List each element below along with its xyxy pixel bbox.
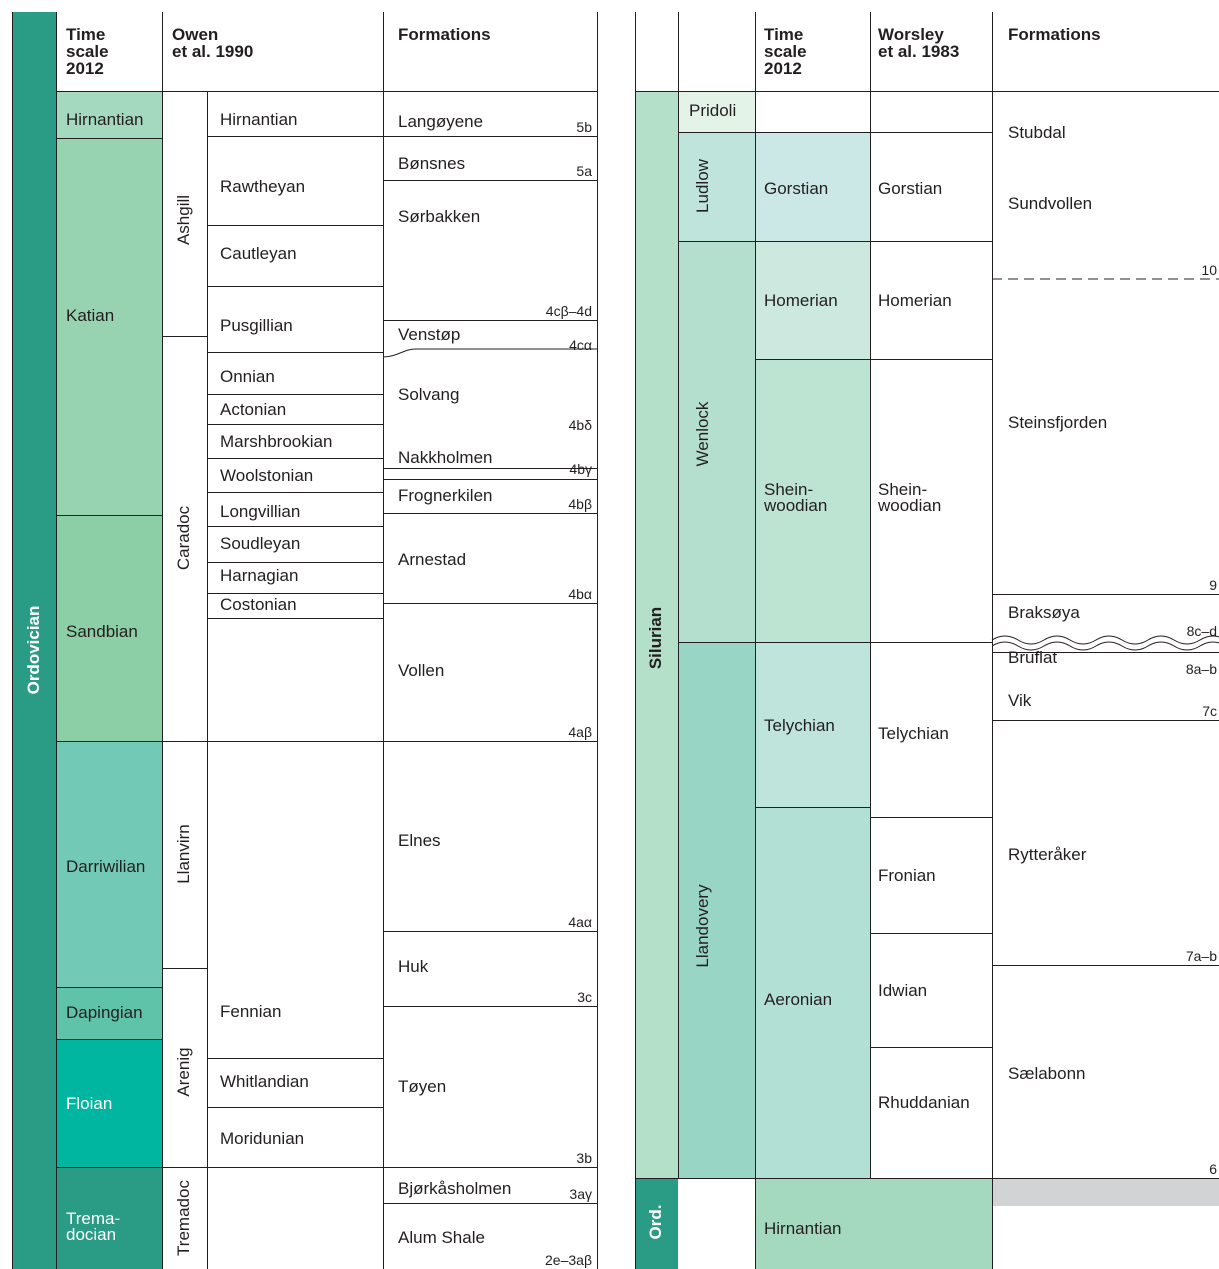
ordovician-panel bbox=[12, 12, 598, 1269]
header-timescale: Time scale 2012 bbox=[66, 25, 109, 78]
substage-label: Cautleyan bbox=[220, 244, 297, 263]
substage-label: Moridunian bbox=[220, 1129, 305, 1148]
worsley-label: Shein- woodian bbox=[878, 480, 942, 515]
series-label: Wenlock bbox=[693, 401, 712, 467]
formation-label: Vik bbox=[1008, 691, 1032, 710]
worsley-label: Fronian bbox=[878, 866, 936, 885]
zone-code: 4bβ bbox=[568, 496, 592, 512]
substage-label: Longvillian bbox=[220, 502, 301, 521]
header-owen: Owen et al. 1990 bbox=[172, 25, 254, 61]
zone-code: 4cβ–4d bbox=[545, 303, 592, 319]
formation-label: Rytteråker bbox=[1008, 845, 1087, 864]
substage-label: Hirnantian bbox=[220, 110, 298, 129]
zone-code: 5b bbox=[576, 119, 592, 135]
substage-label: Harnagian bbox=[220, 566, 299, 585]
series-label: Llanvirn bbox=[174, 824, 193, 884]
stage-label: Telychian bbox=[764, 716, 835, 735]
series-label: Ludlow bbox=[693, 159, 712, 213]
substage-label: Soudleyan bbox=[220, 534, 301, 553]
header-timescale: Time scale 2012 bbox=[764, 25, 807, 78]
substage-label: Costonian bbox=[220, 595, 297, 614]
zone-code: 4bα bbox=[568, 586, 592, 602]
zone-code: 3c bbox=[577, 989, 592, 1005]
formation-label: Huk bbox=[398, 957, 429, 976]
worsley-label: Rhuddanian bbox=[878, 1093, 970, 1112]
formation-label: Bjørkåsholmen bbox=[398, 1179, 512, 1198]
series-label: Caradoc bbox=[174, 505, 193, 571]
stage-label: Dapingian bbox=[66, 1003, 143, 1022]
substage-label: Whitlandian bbox=[220, 1072, 309, 1091]
zone-code: 3aγ bbox=[569, 1186, 592, 1202]
period-label-ord: Ord. bbox=[646, 1204, 665, 1240]
stage-label: Sandbian bbox=[66, 622, 138, 641]
header-worsley: Worsley et al. 1983 bbox=[878, 25, 960, 61]
period-label: Ordovician bbox=[24, 605, 43, 695]
stage-label: Hirnantian bbox=[764, 1219, 842, 1238]
formation-label: Alum Shale bbox=[398, 1228, 485, 1247]
formation-label: Elnes bbox=[398, 831, 441, 850]
substage-label: Woolstonian bbox=[220, 466, 314, 485]
worsley-label: Telychian bbox=[878, 724, 949, 743]
substage-label: Marshbrookian bbox=[220, 432, 333, 451]
silurian-panel bbox=[621, 12, 1219, 1269]
zone-code: 3b bbox=[576, 1150, 592, 1166]
zone-code: 5a bbox=[576, 163, 592, 179]
header-formations: Formations bbox=[1008, 25, 1101, 44]
stage-label: Trema- docian bbox=[66, 1209, 121, 1244]
zone-code: 4aα bbox=[568, 914, 592, 930]
substage-label: Onnian bbox=[220, 367, 275, 386]
zone-code: 6 bbox=[1209, 1161, 1217, 1177]
formation-label: Braksøya bbox=[1008, 603, 1080, 622]
substage-label: Rawtheyan bbox=[220, 177, 306, 196]
zone-code: 10 bbox=[1201, 262, 1217, 278]
series-label: Ashgill bbox=[174, 194, 193, 246]
stage-label: Darriwilian bbox=[66, 857, 146, 876]
substage-label: Actonian bbox=[220, 400, 287, 419]
stage-label: Hirnantian bbox=[66, 110, 144, 129]
zone-code: 8c–d bbox=[1186, 623, 1217, 639]
series-label: Tremadoc bbox=[174, 1180, 193, 1256]
series-label: Llandovery bbox=[693, 884, 712, 968]
substage-label: Pusgillian bbox=[220, 316, 293, 335]
worsley-label: Idwian bbox=[878, 981, 928, 1000]
formation-label: Nakkholmen bbox=[398, 448, 493, 467]
formation-label: Stubdal bbox=[1008, 123, 1066, 142]
zone-code: 4bγ bbox=[569, 461, 592, 477]
zone-code: 7c bbox=[1202, 703, 1217, 719]
series-label: Arenig bbox=[174, 1047, 193, 1097]
worsley-label: Homerian bbox=[878, 291, 952, 310]
formation-label: Sælabonn bbox=[1008, 1064, 1086, 1083]
header-formations: Formations bbox=[398, 25, 491, 44]
zone-code: 9 bbox=[1209, 577, 1217, 593]
formation-label: Bruflat bbox=[1008, 648, 1058, 667]
formation-label: Sundvollen bbox=[1008, 194, 1093, 213]
formation-label: Tøyen bbox=[398, 1077, 447, 1096]
substage-label: Fennian bbox=[220, 1002, 282, 1021]
zone-code: 8a–b bbox=[1185, 661, 1217, 677]
formation-label: Venstøp bbox=[398, 325, 461, 344]
zone-code: 4aβ bbox=[568, 724, 592, 740]
boundary-overlay bbox=[621, 12, 1219, 1269]
stage-label: Shein- woodian bbox=[764, 480, 828, 515]
formation-label: Sørbakken bbox=[398, 207, 481, 226]
zone-code: 4bδ bbox=[568, 417, 592, 433]
formation-label: Frognerkilen bbox=[398, 486, 493, 505]
unconformity-venstop bbox=[12, 12, 598, 1269]
formation-label: Bønsnes bbox=[398, 154, 466, 173]
formation-label: Steinsfjorden bbox=[1008, 413, 1108, 432]
stage-label: Aeronian bbox=[764, 990, 833, 1009]
formation-label: Arnestad bbox=[398, 550, 467, 569]
formation-label: Langøyene bbox=[398, 112, 484, 131]
period-label: Silurian bbox=[646, 606, 665, 670]
zone-code: 2e–3aβ bbox=[545, 1252, 592, 1268]
zone-code: 7a–b bbox=[1185, 948, 1217, 964]
stage-label: Gorstian bbox=[764, 179, 829, 198]
stage-label: Katian bbox=[66, 306, 115, 325]
stage-label: Homerian bbox=[764, 291, 838, 310]
series-label: Pridoli bbox=[689, 101, 737, 120]
worsley-label: Gorstian bbox=[878, 179, 943, 198]
stage-label: Floian bbox=[66, 1094, 113, 1113]
zone-code: 4cα bbox=[569, 337, 592, 353]
formation-label: Vollen bbox=[398, 661, 445, 680]
formation-label: Solvang bbox=[398, 385, 460, 404]
